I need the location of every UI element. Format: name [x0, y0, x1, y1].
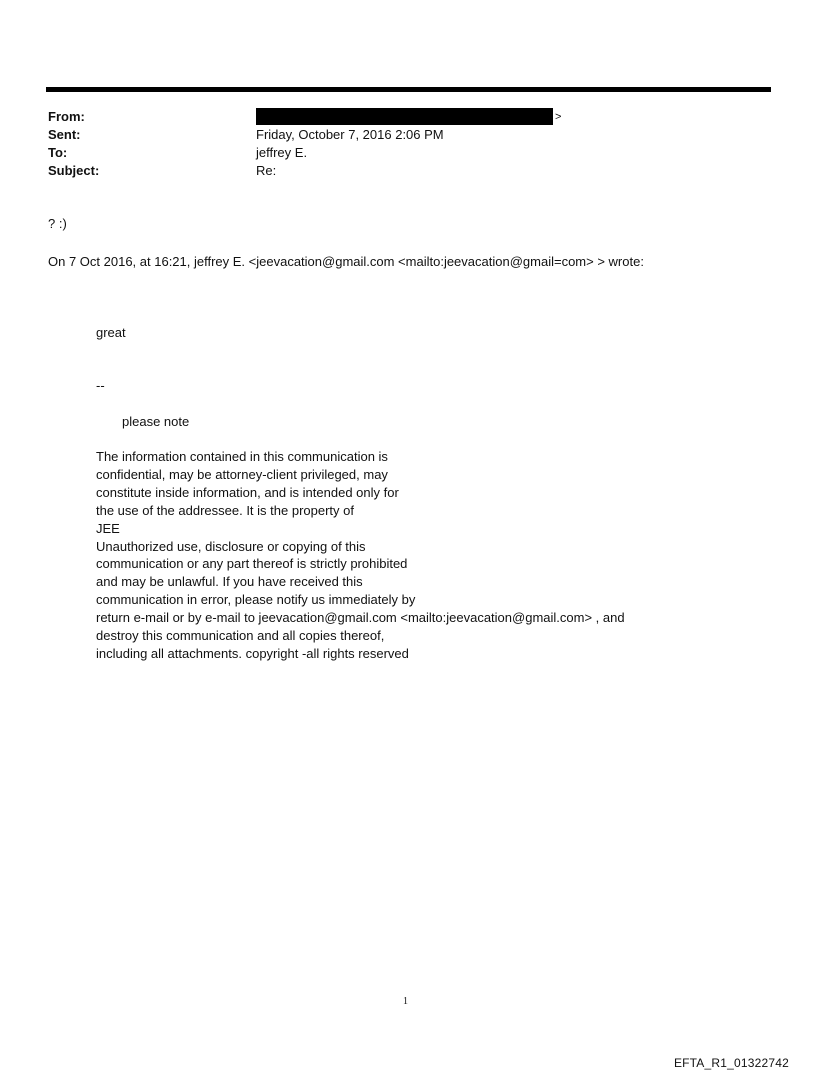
sent-value: Friday, October 7, 2016 2:06 PM [256, 127, 444, 142]
to-label: To: [48, 145, 68, 160]
disclaimer-line: return e-mail or by e-mail to jeevacation@gmail.com <mailto:jeevacation@gmail.com> , and [96, 610, 625, 626]
disclaimer-line: constitute inside information, and is intended only for [96, 484, 399, 500]
subject-value: Re: [256, 163, 277, 178]
disclaimer-line: confidential, may be attorney-client privileged, may [96, 466, 388, 482]
disclaimer-line: JEE [96, 520, 120, 536]
disclaimer-line: and may be unlawful. If you have received this [96, 574, 363, 590]
please-note: please note [122, 414, 190, 429]
quote-attribution: On 7 Oct 2016, at 16:21, jeffrey E. <jeevacation@gmail.com <mailto:jeevacation@gmail=com> > wrote: [48, 254, 644, 269]
to-value: jeffrey E. [256, 145, 308, 160]
disclaimer-line: The information contained in this communication is [96, 449, 388, 464]
subject-label: Subject: [48, 163, 100, 178]
redaction-block [256, 108, 553, 125]
disclaimer-line: communication or any part thereof is strictly prohibited [96, 556, 408, 572]
disclaimer-line: the use of the addressee. It is the property of [96, 502, 354, 518]
disclaimer-line: Unauthorized use, disclosure or copying of this [96, 538, 366, 554]
page-number: 1 [403, 996, 408, 1007]
bates-number: EFTA_R1_01322742 [673, 1056, 789, 1070]
sent-label: Sent: [48, 127, 81, 142]
quoted-message: great [96, 325, 126, 340]
disclaimer-block [96, 448, 625, 663]
disclaimer-line: including all attachments. copyright -all rights reserved [96, 645, 409, 661]
reply-line: ? :) [48, 216, 67, 231]
disclaimer-line: destroy this communication and all copies thereof, [96, 628, 385, 644]
disclaimer-line: communication in error, please notify us immediately by [96, 592, 416, 608]
signature-separator: -- [96, 378, 105, 393]
header-rule [46, 87, 771, 92]
from-label: From: [48, 109, 85, 124]
from-value-suffix: > [555, 111, 562, 123]
